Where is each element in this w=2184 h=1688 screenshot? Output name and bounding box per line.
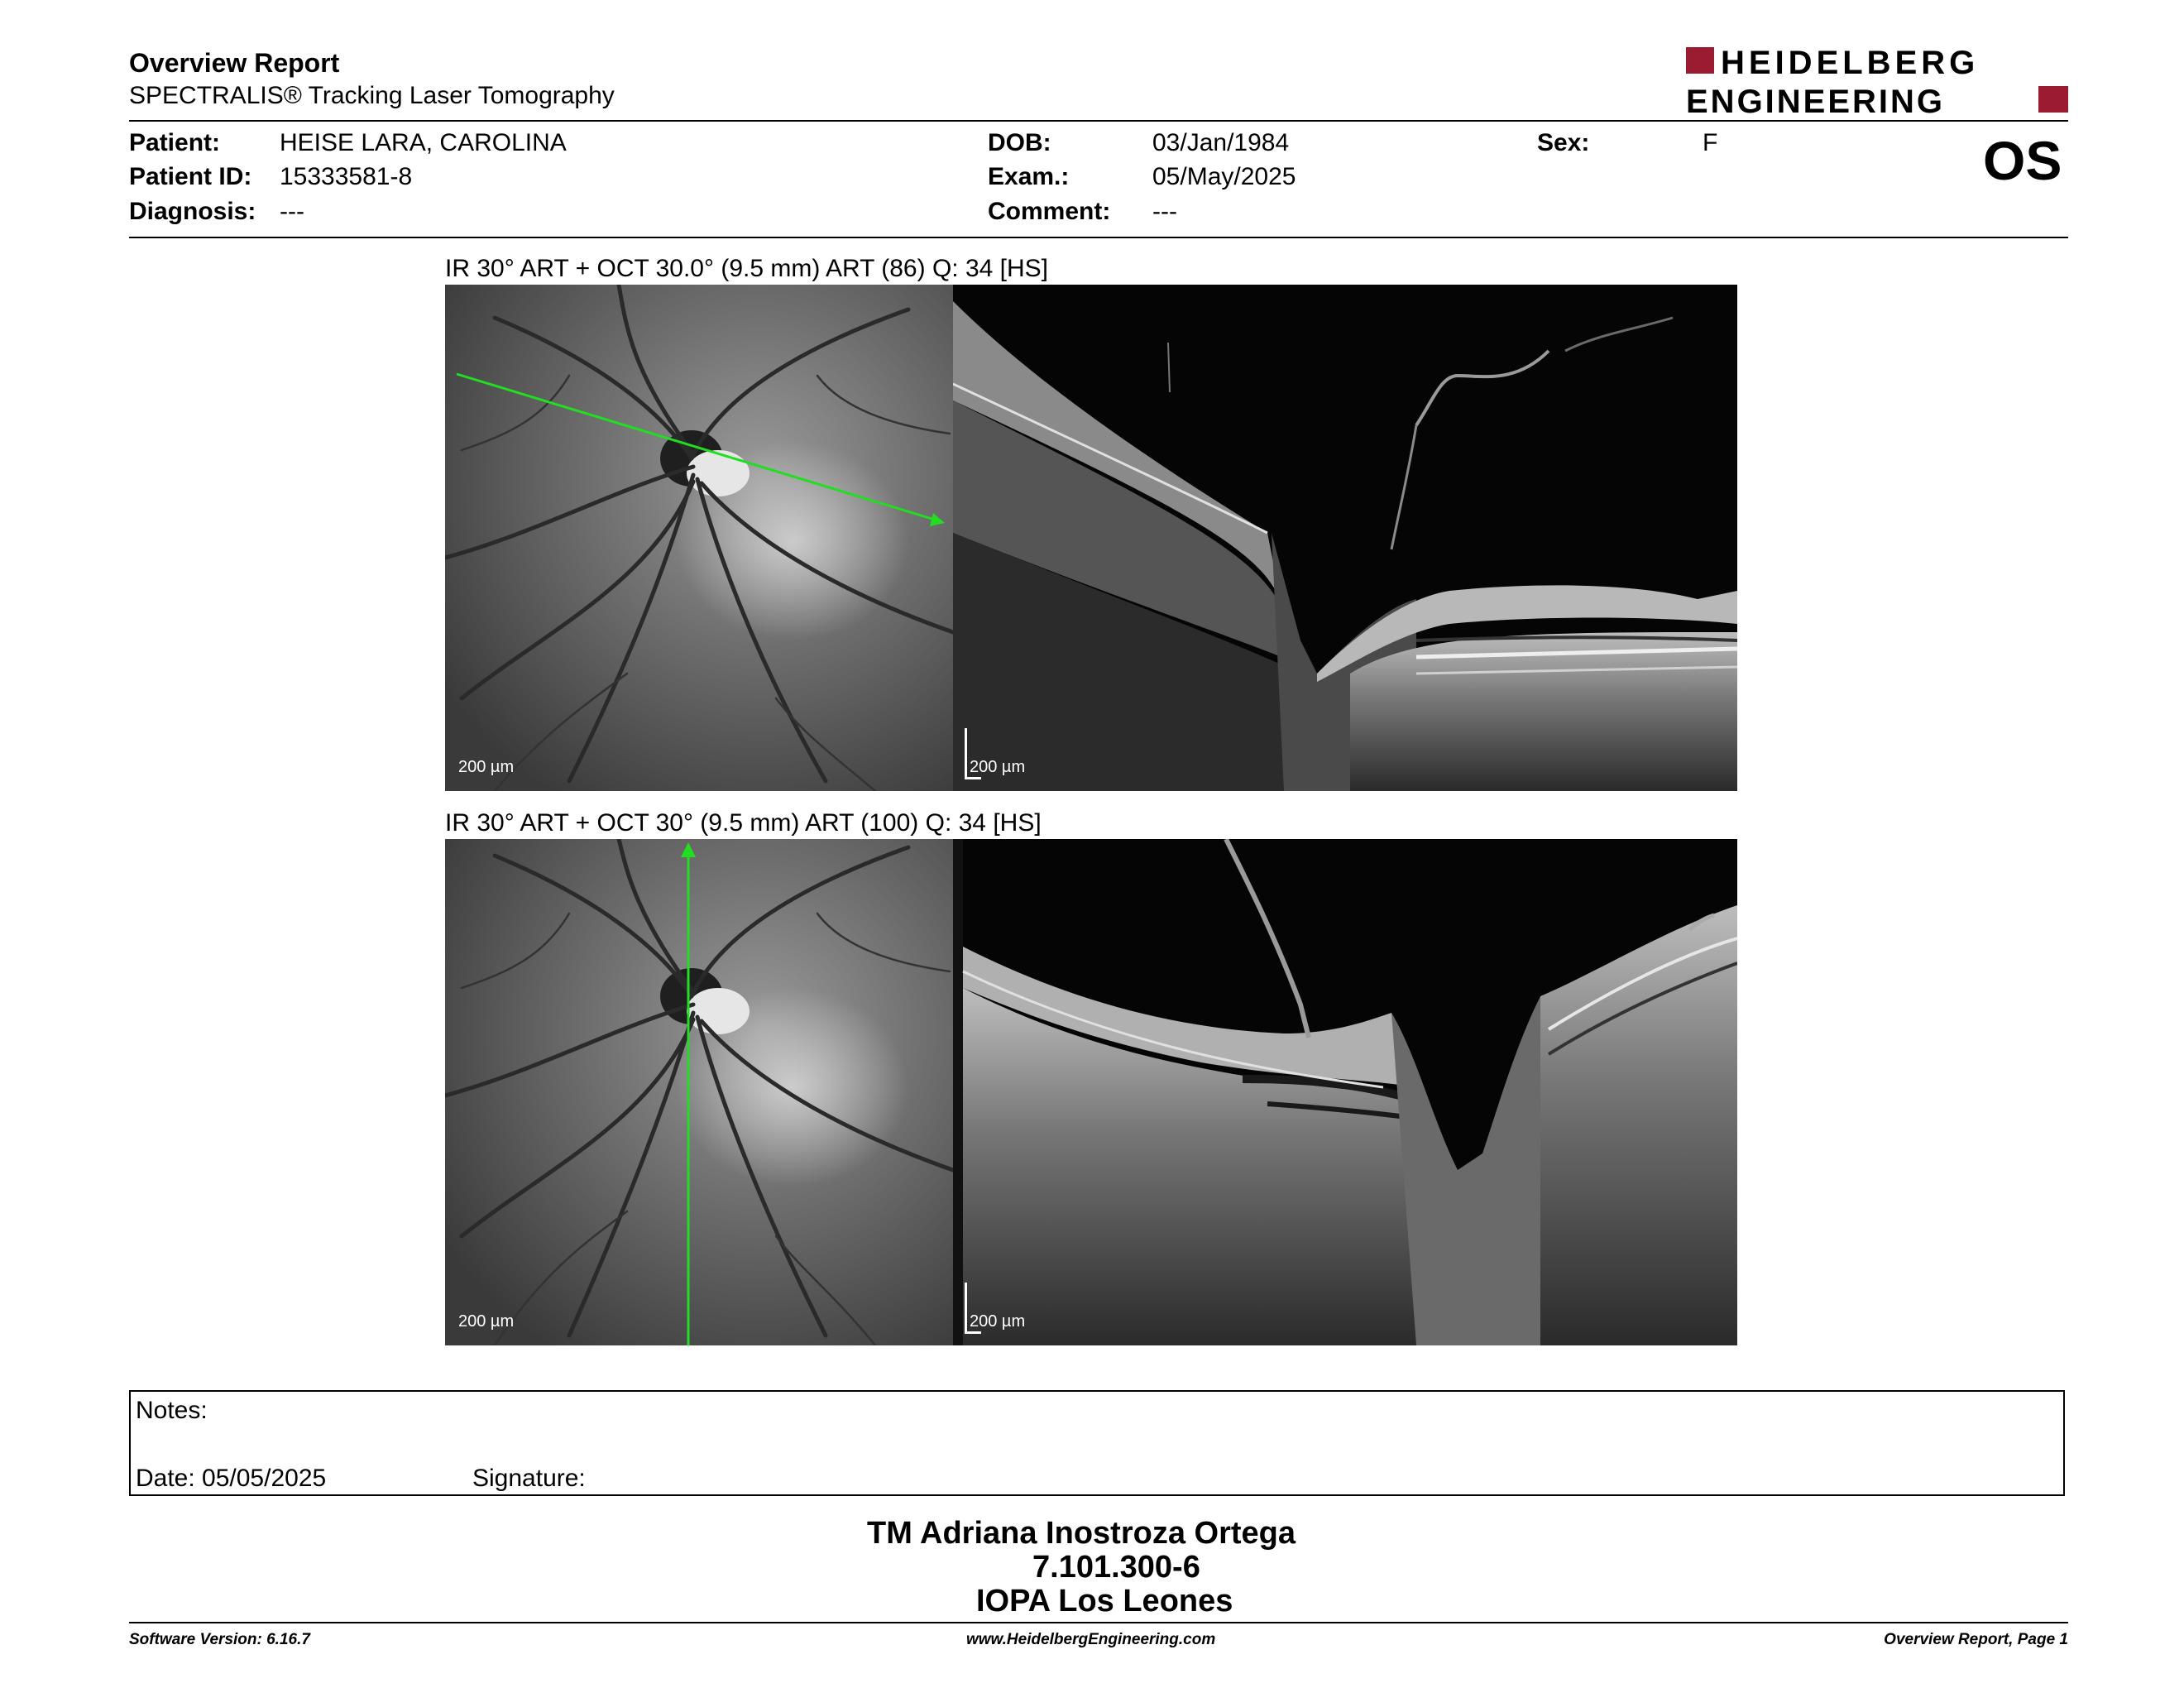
heidelberg-logo [1686, 45, 2068, 119]
signer-name: TM Adriana Inostroza Ortega [867, 1516, 1296, 1551]
scan2-oct-image [953, 839, 1737, 1345]
sex-value: F [1703, 129, 1718, 156]
scan2-fundus-image [445, 839, 953, 1345]
comment-label: Comment: [988, 198, 1111, 225]
scan1-oct-scale-vbar [965, 728, 967, 779]
comment-value: --- [1152, 198, 1177, 225]
report-subtitle: SPECTRALIS® Tracking Laser Tomography [129, 82, 615, 109]
software-version: Software Version: 6.16.7 [129, 1631, 310, 1648]
scan1-fundus-scale: 200 µm [458, 758, 515, 776]
notes-box [129, 1390, 2065, 1496]
signature-label: Signature: [472, 1465, 586, 1492]
exam-value: 05/May/2025 [1152, 163, 1296, 190]
scan1-oct-scale: 200 µm [970, 758, 1026, 776]
header-divider [129, 120, 2068, 122]
sex-label: Sex: [1537, 129, 1590, 156]
patient-name: HEISE LARA, CAROLINA [280, 129, 567, 156]
footer-divider [129, 1622, 2068, 1623]
website-link[interactable]: www.HeidelbergEngineering.com [966, 1631, 1216, 1648]
signer-institution: IOPA Los Leones [976, 1584, 1233, 1618]
logo-text-line1: HEIDELBERG [1721, 45, 1980, 81]
scan2-oct-scale: 200 µm [970, 1312, 1026, 1331]
logo-text-line2: ENGINEERING [1686, 84, 1946, 119]
page-indicator: Overview Report, Page 1 [1884, 1631, 2068, 1648]
dob-value: 03/Jan/1984 [1152, 129, 1290, 156]
patient-id-label: Patient ID: [129, 163, 252, 190]
exam-label: Exam.: [988, 163, 1070, 190]
scan2-oct-scale-vbar [965, 1283, 967, 1334]
scan1-fundus-image [445, 285, 953, 791]
signer-id: 7.101.300-6 [1032, 1550, 1200, 1585]
patient-id-value: 15333581-8 [280, 163, 413, 190]
eye-indicator: OS [1983, 130, 2062, 191]
scan1-oct-image [953, 285, 1737, 791]
patient-divider [129, 237, 2068, 238]
notes-label: Notes: [136, 1397, 208, 1424]
scan2-caption: IR 30° ART + OCT 30° (9.5 mm) ART (100) Q: 34 [HS] [445, 809, 1042, 837]
dob-label: DOB: [988, 129, 1051, 156]
patient-label: Patient: [129, 129, 221, 156]
diagnosis-label: Diagnosis: [129, 198, 256, 225]
report-title: Overview Report [129, 48, 340, 78]
diagnosis-value: --- [280, 198, 304, 225]
scan1-caption: IR 30° ART + OCT 30.0° (9.5 mm) ART (86) Q: 34 [HS] [445, 255, 1048, 282]
scan1-oct-scale-hbar [965, 777, 981, 779]
scan2-oct-scale-hbar [965, 1331, 981, 1334]
date-label: Date: 05/05/2025 [136, 1465, 327, 1492]
scan2-fundus-scale: 200 µm [458, 1312, 515, 1331]
